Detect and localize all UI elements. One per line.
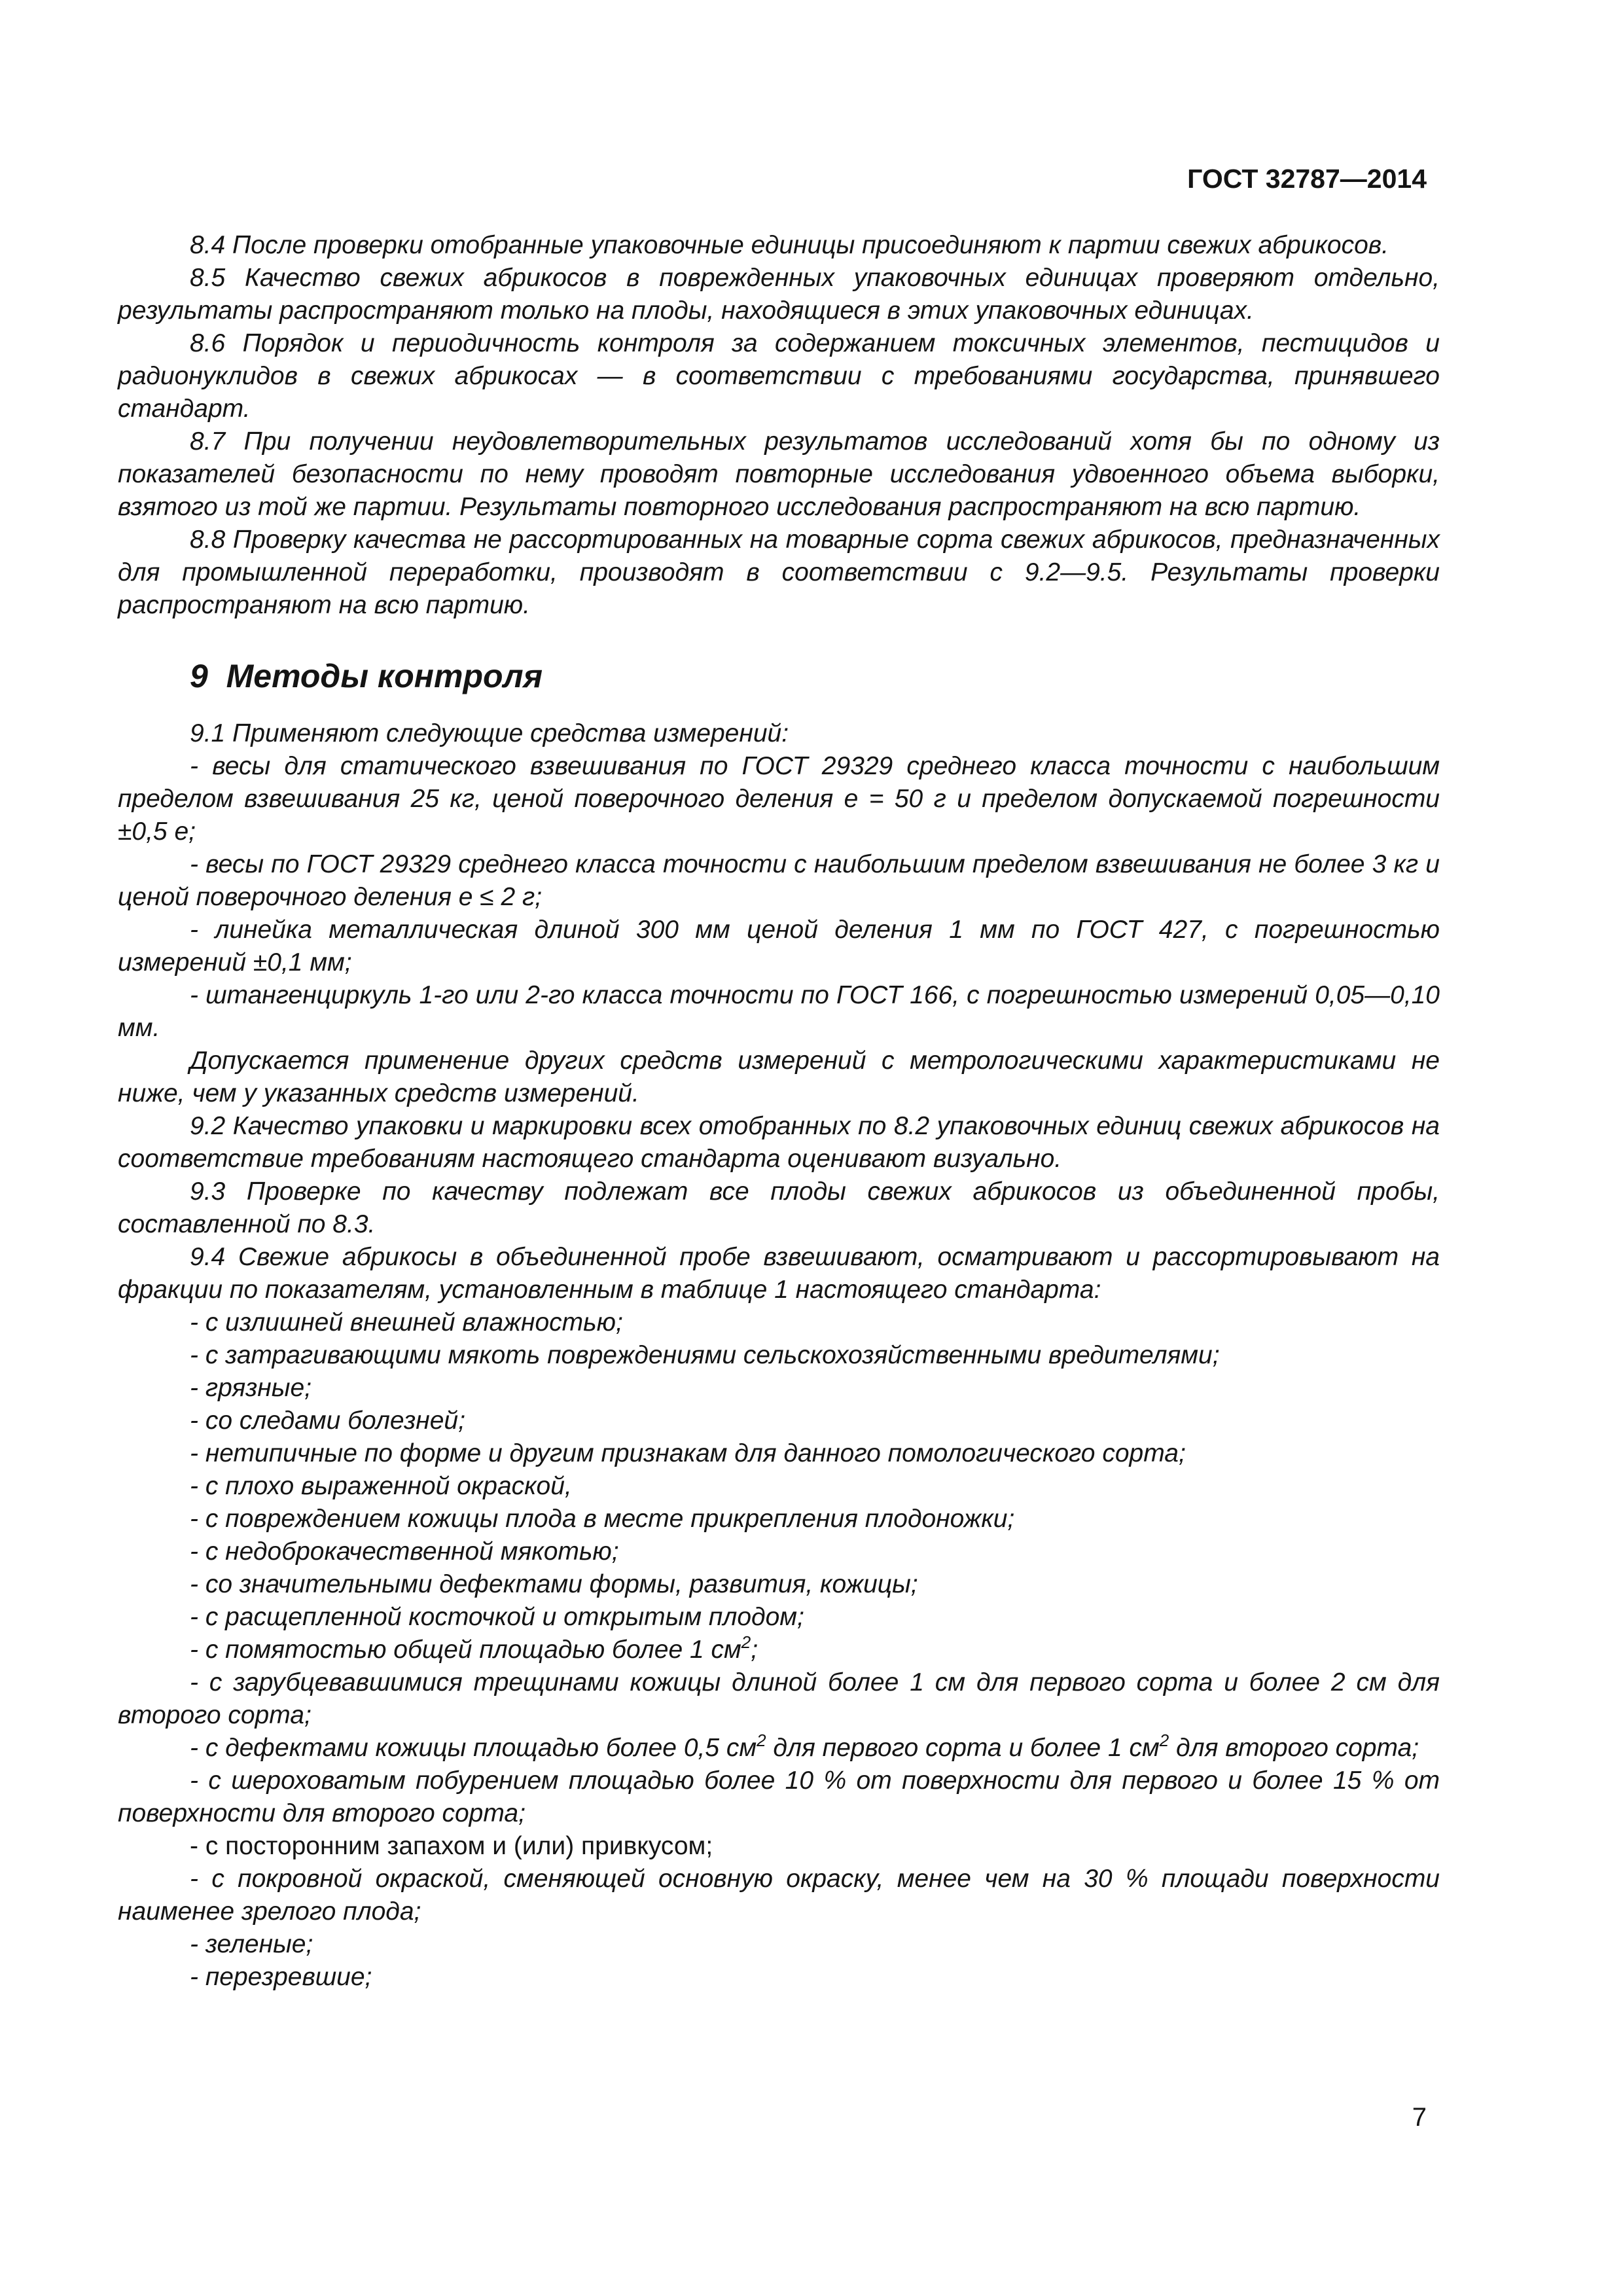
list-dash: -	[190, 1407, 198, 1435]
section-heading	[118, 655, 1440, 698]
fraction-item	[118, 1928, 1440, 1961]
fraction-text: для второго сорта;	[1169, 1734, 1419, 1762]
list-dash: -	[190, 752, 198, 780]
clause-9-1-note: Допускается применение других средств измерений с метрологическими характеристиками не ниже, чем у указанных средств измерений.	[118, 1047, 1440, 1107]
fraction-text: с излишней внешней влажностью;	[205, 1308, 623, 1336]
instrument-item	[118, 914, 1440, 979]
list-dash: -	[190, 1668, 198, 1696]
fraction-item	[118, 1470, 1440, 1503]
fraction-text: с расщепленной косточкой и открытым плодом;	[205, 1603, 804, 1631]
fraction-text: с плохо выраженной окраской,	[205, 1472, 572, 1500]
clause-9-1: 9.1 Применяют следующие средства измерений:	[190, 719, 789, 747]
list-dash: -	[190, 1537, 198, 1566]
fraction-text: с затрагивающими мякоть повреждениями сельскохозяйственными вредителями;	[205, 1341, 1220, 1369]
fraction-text: с посторонним запахом и (или) привкусом;	[205, 1832, 713, 1860]
fraction-item	[118, 1666, 1440, 1732]
clause-8-8: 8.8 Проверку качества не рассортированных на товарные сорта свежих абрикосов, предназначенных для промышленной переработки, производят в соответствии с 9.2—9.5. Результаты проверки распространяют на всю партию.	[118, 526, 1440, 619]
fraction-text: с покровной окраской, сменяющей основную окраску, менее чем на 30 % площади поверхности наименее зрелого плода;	[118, 1865, 1440, 1926]
fraction-text: с шероховатым побурением площадью более 10 % от поверхности для первого и более 15 % от поверхности для второго сорта;	[118, 1767, 1440, 1827]
document-body	[118, 229, 1440, 1994]
fraction-text: со значительными дефектами формы, развития, кожицы;	[205, 1570, 918, 1598]
list-dash: -	[190, 850, 198, 878]
section-title: Методы контроля	[226, 658, 543, 694]
fraction-text: грязные;	[205, 1374, 312, 1402]
list-dash: -	[190, 1930, 198, 1958]
fraction-text: с зарубцевавшимися трещинами кожицы длиной более 1 см для первого сорта и более 2 см для второго сорта;	[118, 1668, 1440, 1729]
list-dash: -	[190, 1570, 198, 1598]
instrument-item	[118, 979, 1440, 1045]
fraction-item	[118, 1634, 1440, 1666]
clause-9-4: 9.4 Свежие абрикосы в объединенной пробе взвешивают, осматривают и рассортировывают на фракции по показателям, установленным в таблице 1 настоящего стандарта:	[118, 1243, 1440, 1304]
clause-9-3: 9.3 Проверке по качеству подлежат все плоды свежих абрикосов из объединенной пробы, составленной по 8.3.	[118, 1177, 1440, 1238]
fraction-text: нетипичные по форме и другим признакам для данного помологического сорта;	[205, 1439, 1186, 1467]
list-dash: -	[190, 1832, 198, 1860]
list-dash: -	[190, 1374, 198, 1402]
list-dash: -	[190, 1963, 198, 1991]
fraction-item	[118, 1339, 1440, 1372]
list-dash: -	[190, 1505, 198, 1533]
list-dash: -	[190, 916, 198, 944]
fraction-text: с помятостью общей площадью более 1 см	[205, 1636, 741, 1664]
instrument-text: весы по ГОСТ 29329 среднего класса точности с наибольшим пределом взвешивания не более 3 кг и ценой поверочного деления е ≤ 2 г;	[118, 850, 1440, 911]
standard-code: ГОСТ 32787—2014	[1187, 164, 1427, 194]
clause-8-7: 8.7 При получении неудовлетворительных результатов исследований хотя бы по одному из показателей безопасности по нему проводят повторные исследования удвоенного объема выборки, взятого из той же партии. Результаты повторного исследования распространяют на всю партию.	[118, 427, 1440, 521]
instrument-item	[118, 848, 1440, 914]
list-dash: -	[190, 981, 198, 1009]
fraction-text: с дефектами кожицы площадью более 0,5 см	[205, 1734, 757, 1762]
clause-8-4: 8.4 После проверки отобранные упаковочные единицы присоединяют к партии свежих абрикосов.	[190, 231, 1389, 259]
instrument-item	[118, 750, 1440, 848]
superscript: 2	[757, 1731, 766, 1750]
fraction-item	[118, 1503, 1440, 1535]
fraction-text-tail: ;	[751, 1636, 758, 1664]
fraction-text: с повреждением кожицы плода в месте прикрепления плодоножки;	[205, 1505, 1015, 1533]
list-dash: -	[190, 1472, 198, 1500]
fraction-item	[118, 1372, 1440, 1405]
instrument-text: линейка металлическая длиной 300 мм ценой деления 1 мм по ГОСТ 427, с погрешностью измерений ±0,1 мм;	[118, 916, 1440, 977]
clause-9-2: 9.2 Качество упаковки и маркировки всех отобранных по 8.2 упаковочных единиц свежих абрикосов на соответствие требованиям настоящего стандарта оценивают визуально.	[118, 1112, 1440, 1173]
fraction-text: с недоброкачественной мякотью;	[205, 1537, 619, 1566]
fraction-item	[118, 1961, 1440, 1994]
list-dash: -	[190, 1636, 198, 1664]
superscript: 2	[1159, 1731, 1169, 1750]
fraction-item	[118, 1437, 1440, 1470]
fraction-text: для первого сорта и более 1 см	[766, 1734, 1160, 1762]
list-dash: -	[190, 1767, 198, 1795]
fraction-item	[118, 1568, 1440, 1601]
list-dash: -	[190, 1439, 198, 1467]
clause-8-5: 8.5 Качество свежих абрикосов в поврежденных упаковочных единицах проверяют отдельно, результаты распространяют только на плоды, находящиеся в этих упаковочных единицах.	[118, 264, 1440, 325]
fraction-text: перезревшие;	[205, 1963, 372, 1991]
list-dash: -	[190, 1308, 198, 1336]
instrument-text: весы для статического взвешивания по ГОСТ 29329 среднего класса точности с наибольшим пределом взвешивания 25 кг, ценой поверочного деления е = 50 г и пределом допускаемой погрешности ±0,5 е;	[118, 752, 1440, 846]
fraction-text: зеленые;	[205, 1930, 313, 1958]
list-dash: -	[190, 1603, 198, 1631]
fraction-item	[118, 1732, 1440, 1765]
superscript: 2	[741, 1632, 751, 1652]
instrument-text: штангенциркуль 1-го или 2-го класса точности по ГОСТ 166, с погрешностью измерений 0,05—0,10 мм.	[118, 981, 1440, 1042]
fraction-item	[118, 1405, 1440, 1437]
list-dash: -	[190, 1734, 198, 1762]
list-dash: -	[190, 1341, 198, 1369]
fraction-item	[118, 1863, 1440, 1928]
fraction-item	[118, 1765, 1440, 1830]
fraction-item	[118, 1306, 1440, 1339]
section-number: 9	[190, 658, 208, 694]
list-dash: -	[190, 1865, 198, 1893]
fraction-item	[118, 1830, 1440, 1863]
page-number: 7	[1412, 2103, 1427, 2132]
clause-8-6: 8.6 Порядок и периодичность контроля за содержанием токсичных элементов, пестицидов и радионуклидов в свежих абрикосах — в соответствии с требованиями государства, принявшего стандарт.	[118, 329, 1440, 423]
fraction-item	[118, 1535, 1440, 1568]
fraction-item	[118, 1601, 1440, 1634]
fraction-text: со следами болезней;	[205, 1407, 465, 1435]
